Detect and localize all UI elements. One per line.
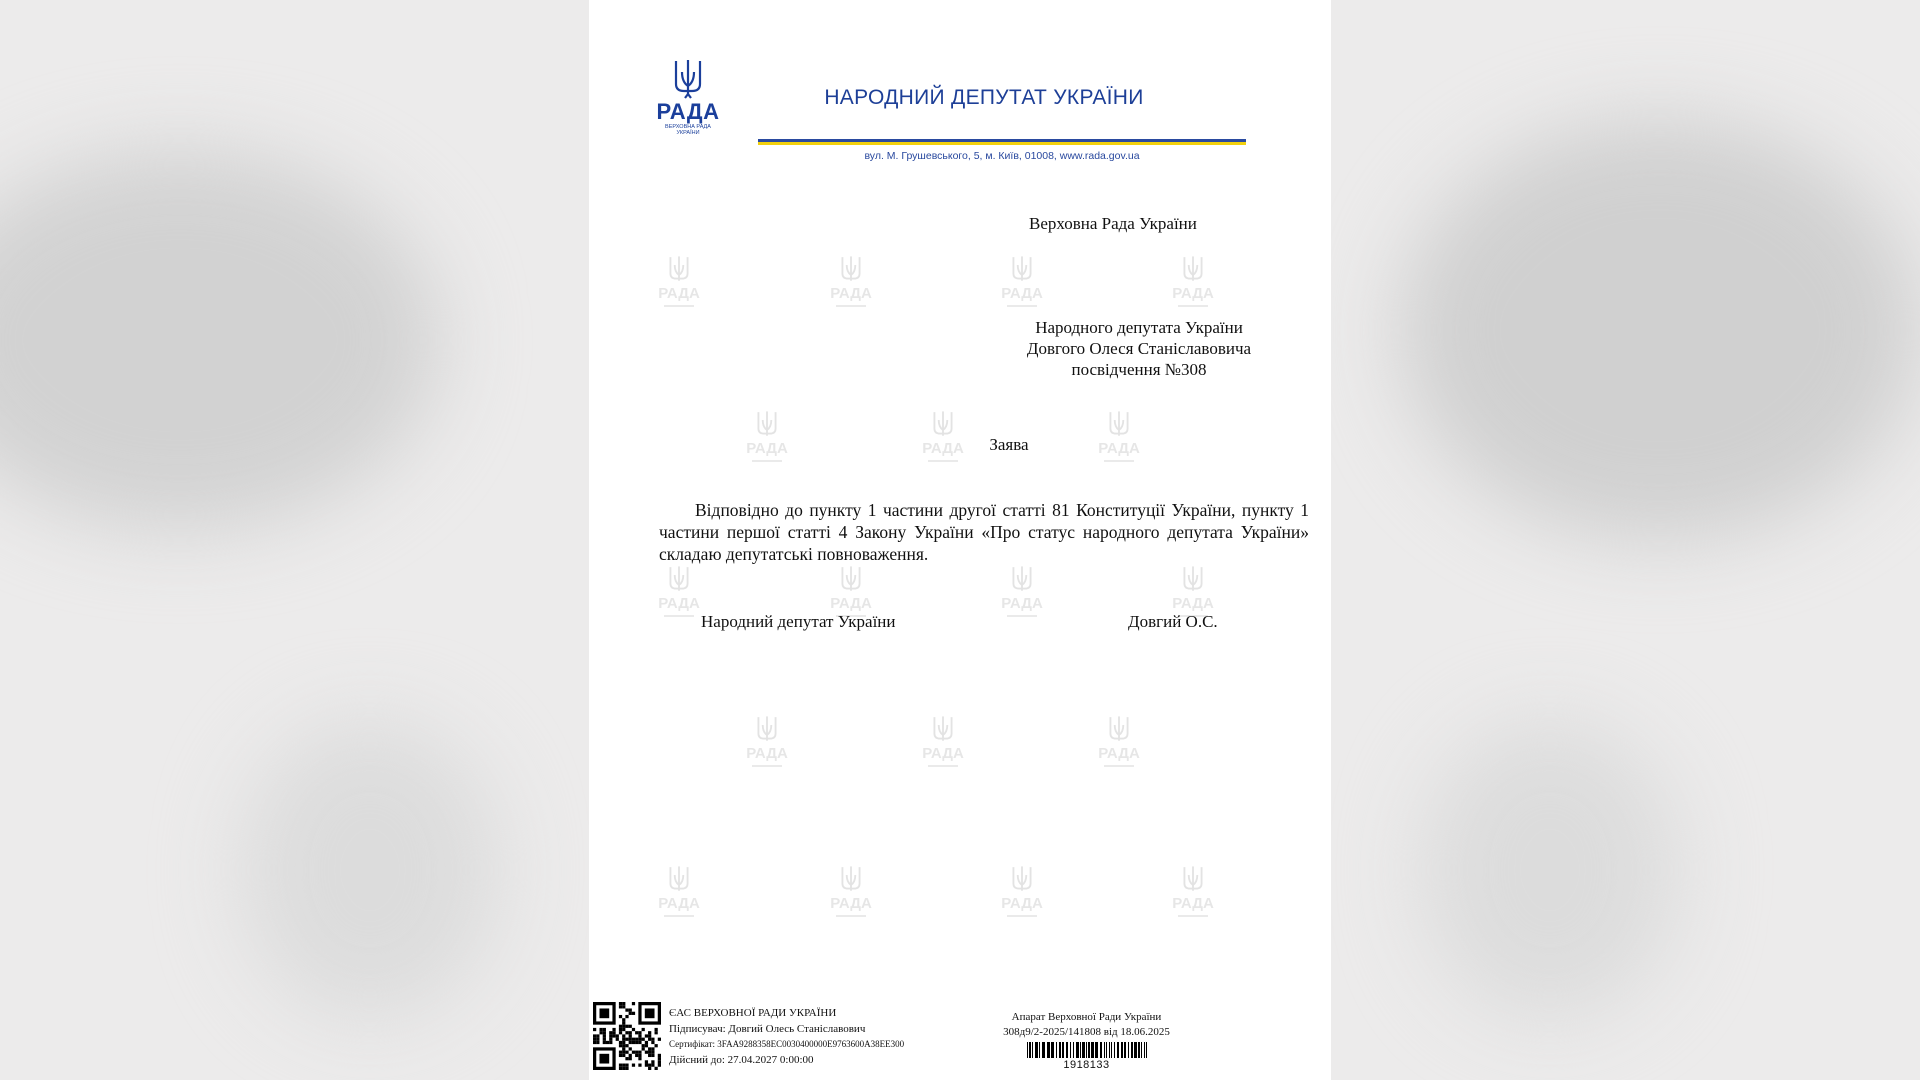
logo-subtitle: ВЕРХОВНА РАДА bbox=[665, 124, 711, 130]
watermark-word: РАДА bbox=[1098, 440, 1140, 457]
watermark-tile bbox=[737, 410, 797, 474]
sender-line: Довгого Олеся Станіславовича bbox=[1026, 339, 1252, 358]
watermark-word: РАДА bbox=[922, 440, 964, 457]
watermark-word: РАДА bbox=[658, 285, 700, 302]
esig-valid-until: Дійсний до: 27.04.2027 0:00:00 bbox=[669, 1053, 814, 1066]
watermark-trident-icon bbox=[932, 410, 954, 440]
watermark-trident-icon bbox=[932, 715, 954, 745]
watermark-word: РАДА bbox=[830, 595, 872, 612]
watermark-subline bbox=[752, 765, 782, 767]
watermark-trident-icon bbox=[756, 715, 778, 745]
esig-system: ЄАС ВЕРХОВНОЇ РАДИ УКРАЇНИ bbox=[669, 1007, 837, 1019]
watermark-trident-icon bbox=[668, 255, 690, 285]
watermark-word: РАДА bbox=[1172, 285, 1214, 302]
signature-position: Народний депутат України bbox=[701, 612, 896, 631]
watermark-tile bbox=[913, 715, 973, 779]
trident-icon bbox=[673, 58, 703, 100]
watermark-subline bbox=[664, 305, 694, 307]
watermark-subline bbox=[1178, 305, 1208, 307]
watermark-trident-icon bbox=[668, 865, 690, 895]
watermark-subline bbox=[664, 915, 694, 917]
watermark-subline bbox=[1104, 765, 1134, 767]
watermark-subline bbox=[1104, 460, 1134, 462]
watermark-word: РАДА bbox=[746, 440, 788, 457]
watermark-tile bbox=[992, 565, 1052, 629]
watermark-subline bbox=[928, 460, 958, 462]
watermark-word: РАДА bbox=[746, 745, 788, 762]
sender-line: Народного депутата України bbox=[1035, 318, 1243, 337]
watermark-subline bbox=[1007, 305, 1037, 307]
watermark-trident-icon bbox=[1011, 255, 1033, 285]
watermark-trident-icon bbox=[840, 565, 862, 595]
watermark-trident-icon bbox=[1182, 865, 1204, 895]
document-title: Заява bbox=[989, 435, 1029, 454]
watermark-word: РАДА bbox=[830, 895, 872, 912]
watermark-word: РАДА bbox=[1001, 285, 1043, 302]
registration-number: 308д9/2-2025/141808 від 18.06.2025 bbox=[1003, 1026, 1170, 1038]
qr-code bbox=[593, 1002, 661, 1070]
watermark-trident-icon bbox=[1108, 410, 1130, 440]
watermark-tile bbox=[1089, 715, 1149, 779]
watermark-subline bbox=[752, 460, 782, 462]
watermark-subline bbox=[664, 615, 694, 617]
electronic-signature-block bbox=[669, 1006, 904, 1068]
watermark-tile bbox=[821, 255, 881, 319]
registration-block bbox=[989, 1010, 1184, 1073]
watermark-subline bbox=[1007, 615, 1037, 617]
watermark-word: РАДА bbox=[922, 745, 964, 762]
barcode bbox=[1025, 1042, 1149, 1058]
watermark-trident-icon bbox=[668, 565, 690, 595]
watermark-word: РАДА bbox=[1172, 895, 1214, 912]
watermark-trident-icon bbox=[1182, 255, 1204, 285]
watermark-tile bbox=[1163, 255, 1223, 319]
watermark-tile bbox=[737, 715, 797, 779]
background-blur bbox=[0, 150, 440, 530]
watermark-subline bbox=[1178, 915, 1208, 917]
signature-name: Довгий О.С. bbox=[1128, 612, 1218, 631]
watermark-word: РАДА bbox=[1001, 895, 1043, 912]
watermark-tile bbox=[649, 565, 709, 629]
watermark-subline bbox=[928, 765, 958, 767]
watermark-tile bbox=[992, 865, 1052, 929]
flag-stripe bbox=[758, 139, 1246, 145]
esig-certificate: Сертифікат: 3FAA9288358EC0030400000E9763600A38EE300 bbox=[669, 1039, 905, 1049]
barcode-number: 1918133 bbox=[1063, 1059, 1110, 1071]
watermark-word: РАДА bbox=[1172, 595, 1214, 612]
watermark-tile bbox=[992, 255, 1052, 319]
letterhead-title: НАРОДНИЙ ДЕПУТАТ УКРАЇНИ bbox=[824, 86, 1144, 109]
watermark-tile bbox=[649, 255, 709, 319]
watermark-subline bbox=[836, 305, 866, 307]
logo-word: РАДА bbox=[656, 99, 720, 124]
background-blur bbox=[1400, 120, 1920, 540]
watermark-word: РАДА bbox=[1001, 595, 1043, 612]
watermark-trident-icon bbox=[1182, 565, 1204, 595]
esig-signer: Підписувач: Довгий Олесь Станіславович bbox=[669, 1022, 866, 1035]
watermark-trident-icon bbox=[1108, 715, 1130, 745]
watermark-tile bbox=[821, 865, 881, 929]
registration-office: Апарат Верховної Ради України bbox=[1011, 1011, 1162, 1023]
watermark-word: РАДА bbox=[658, 595, 700, 612]
logo-subtitle: УКРАЇНИ bbox=[676, 130, 700, 136]
watermark-tile bbox=[1089, 410, 1149, 474]
sender-line: посвідчення №308 bbox=[1071, 360, 1207, 379]
watermark-subline bbox=[836, 915, 866, 917]
background-blur bbox=[240, 720, 500, 1020]
flag-stripe-yellow bbox=[758, 142, 1246, 145]
document-page bbox=[589, 0, 1331, 1080]
watermark-tile bbox=[649, 865, 709, 929]
watermark-trident-icon bbox=[840, 255, 862, 285]
addressee: Верховна Рада України bbox=[1029, 214, 1197, 233]
watermark-trident-icon bbox=[840, 865, 862, 895]
sender-block bbox=[969, 317, 1309, 380]
watermark-word: РАДА bbox=[1098, 745, 1140, 762]
document-body: Відповідно до пункту 1 частини другої статті 81 Конституції України, пункту 1 частини першої статті 4 Закону України «Про статус народного депутата України» складаю депутатські повноваження. bbox=[659, 500, 1309, 564]
watermark-word: РАДА bbox=[830, 285, 872, 302]
letterhead-address: вул. М. Грушевського, 5, м. Київ, 01008, www.rada.gov.ua bbox=[864, 150, 1140, 162]
rada-logo bbox=[653, 58, 723, 136]
watermark-trident-icon bbox=[1011, 565, 1033, 595]
watermark-trident-icon bbox=[756, 410, 778, 440]
watermark-trident-icon bbox=[1011, 865, 1033, 895]
watermark-tile bbox=[1163, 865, 1223, 929]
watermark-word: РАДА bbox=[658, 895, 700, 912]
watermark-subline bbox=[1007, 915, 1037, 917]
background-blur bbox=[1420, 720, 1680, 1020]
